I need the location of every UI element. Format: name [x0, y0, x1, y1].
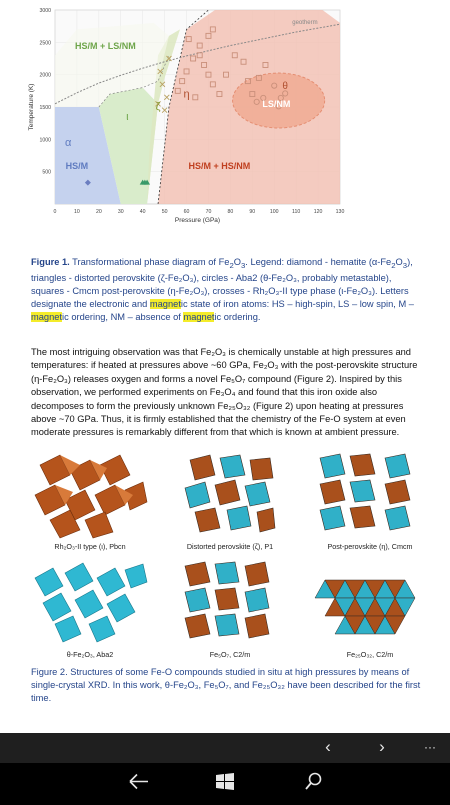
structure-zeta — [165, 450, 295, 554]
caption1-line4: designate the electronic and magnetic state of iron atoms: HS – high-spin, LS – low spin, M – — [31, 298, 414, 309]
start-button[interactable] — [195, 763, 255, 800]
body-line: observation, we performed experiments on Fe₃O₄ and found that this iron oxide also — [31, 387, 378, 398]
y-tick-label: 3000 — [39, 8, 51, 14]
x-tick-label: 40 — [139, 209, 146, 215]
figure1-caption: Figure 1. Transformational phase diagram of $Fe_2O_3$. Legend: diamond - hematite $(\alpha-Fe_2O_3)$, triangles - distorted perovskite (ζ-Fe₂O₃), circles - Aba2 (θ-Fe₂O₃, probably metastable), squares - Cmcm post-perovskite (η-Fe₂O₃), crosses - Rh₂O₃-II type phase (ι-Fe₂O₃). Letters designate the electronic and magnetic state of iron atoms: HS – high-spin, LS – low spin, M – magnetic ordering, NM – absence of magnetic ordering. — [31, 256, 426, 324]
crystal-image — [305, 450, 435, 540]
structure-label: Fe₅O₇, C2/m — [209, 650, 251, 659]
y-tick-label: 1000 — [39, 137, 51, 144]
label-ls-nm: LS/NM — [262, 99, 291, 109]
body-line: The most intriguing observation was that Fe₂O₃ is chemically unstable at high pressures and — [31, 347, 411, 357]
crystal-image — [25, 450, 155, 540]
structure-label: Fe₂₅O₃₂, C2/m — [346, 650, 394, 659]
x-tick-label: 100 — [269, 209, 279, 215]
x-tick-label: 10 — [74, 209, 80, 215]
x-tick-label: 60 — [183, 209, 190, 215]
figure2-caption — [31, 666, 426, 705]
back-arrow-icon — [108, 763, 168, 800]
y-tick-label: 500 — [42, 169, 51, 176]
crystal-image — [165, 558, 295, 648]
caption2-line: time. — [31, 693, 52, 703]
label-iota: ι — [126, 110, 129, 123]
caption2-line: single-crystal XRD. In this work, θ-Fe₂O₃, Fe₅O₇, and Fe₂₅O₃₂ have been described for the first — [31, 680, 421, 690]
body-line: (η-Fe₂O₃) releases oxygen and forms a novel Fe₅O₇ compound (Figure 2). Inspired by this — [31, 373, 402, 384]
chevron-right-icon: › — [379, 737, 385, 756]
caption1-line2: triangles - distorted perovskite (ζ-Fe₂O₃), circles - Aba2 (θ-Fe₂O₃, probably metastable), — [31, 272, 392, 283]
body-line: decomposes to form the previously unknown Fe₂₅O₃₂ (Figure 2) upon heating at pressures — [31, 400, 404, 411]
label-alpha: α — [64, 136, 72, 149]
body-line: temperatures: if heated at pressures above ~60 GPa, Fe₂O₃ with the post-perovskite structure — [31, 360, 418, 371]
search-highlight: magnet — [183, 311, 215, 322]
phase-diagram-svg — [0, 0, 450, 250]
figure2-structures — [25, 450, 435, 662]
structure-fe25o32 — [305, 558, 435, 662]
structure-fe5o7 — [165, 558, 295, 662]
x-axis-label: Pressure (GPa) — [174, 217, 221, 224]
caption2-line: Figure 2. Structures of some Fe-O compounds studied in situ at high pressures by means of — [31, 667, 410, 677]
structure-label: Rh₂O₃-II type (ι), Pbcn — [54, 542, 126, 551]
structure-eta — [305, 450, 435, 554]
y-tick-label: 2000 — [39, 72, 51, 79]
y-axis-label: Temperature (K) — [28, 83, 35, 131]
phase-diagram — [0, 0, 450, 250]
back-button[interactable] — [108, 763, 168, 800]
x-tick-label: 90 — [249, 209, 256, 215]
label-geotherm: geotherm — [292, 20, 318, 27]
chevron-left-icon: ‹ — [325, 737, 331, 756]
reader-app-bar — [0, 733, 450, 763]
body-line: above ~70 GPa. Thus, it is firmly established that the chemistry of the Fe-O system at even — [31, 414, 406, 425]
label-hs-m: HS/M — [65, 161, 89, 172]
crystal-image — [25, 558, 155, 648]
structure-label: Distorted perovskite (ζ), P1 — [186, 542, 274, 551]
y-tick-label: 2500 — [39, 40, 51, 47]
label-eta: η — [183, 88, 190, 101]
structure-iota — [25, 450, 155, 554]
structure-theta — [25, 558, 155, 662]
search-icon — [283, 763, 343, 800]
body-paragraph — [31, 346, 431, 440]
system-nav-bar — [0, 763, 450, 800]
y-tick-label: 1500 — [39, 105, 51, 111]
ellipsis-icon: ··· — [424, 740, 436, 754]
search-highlight: magnet — [149, 298, 181, 309]
search-highlight: magnet — [31, 311, 63, 322]
label-hs-m-hs-nm: HS/M + HS/NM — [188, 161, 251, 172]
windows-logo-icon — [195, 763, 255, 800]
x-tick-label: 70 — [205, 209, 212, 215]
crystal-image — [305, 558, 435, 648]
previous-page-button[interactable] — [308, 733, 348, 763]
body-line: moderate pressures is remarkably different from that which is known at ambient pressure. — [31, 427, 400, 438]
next-page-button[interactable] — [362, 733, 402, 763]
structure-label: Post-perovskite (η), Cmcm — [327, 542, 413, 551]
caption1-line3: squares - Cmcm post-perovskite (η-Fe₂O₃), crosses - Rh₂O₃-II type phase (ι-Fe₂O₃). Letters — [31, 285, 409, 296]
x-tick-label: 0 — [53, 209, 57, 215]
x-tick-label: 130 — [335, 209, 345, 215]
crystal-image — [165, 450, 295, 540]
label-theta: θ — [282, 80, 288, 92]
x-tick-label: 80 — [227, 209, 234, 215]
x-tick-label: 50 — [161, 209, 168, 215]
more-options-button[interactable] — [410, 733, 450, 763]
figure1-head: Figure 1. — [31, 257, 70, 267]
label-hs-m-ls-nm: HS/M + LS/NM — [75, 40, 136, 51]
x-tick-label: 120 — [313, 209, 323, 215]
x-tick-label: 110 — [292, 209, 301, 215]
label-zeta: ζ — [155, 101, 161, 114]
structure-label: θ-Fe₂O₃, Aba2 — [66, 650, 114, 659]
caption1-line5: magnetic ordering, NM – absence of magnetic ordering. — [31, 311, 261, 322]
x-tick-label: 30 — [117, 209, 124, 215]
search-button[interactable] — [283, 763, 343, 800]
x-tick-label: 20 — [95, 209, 102, 215]
